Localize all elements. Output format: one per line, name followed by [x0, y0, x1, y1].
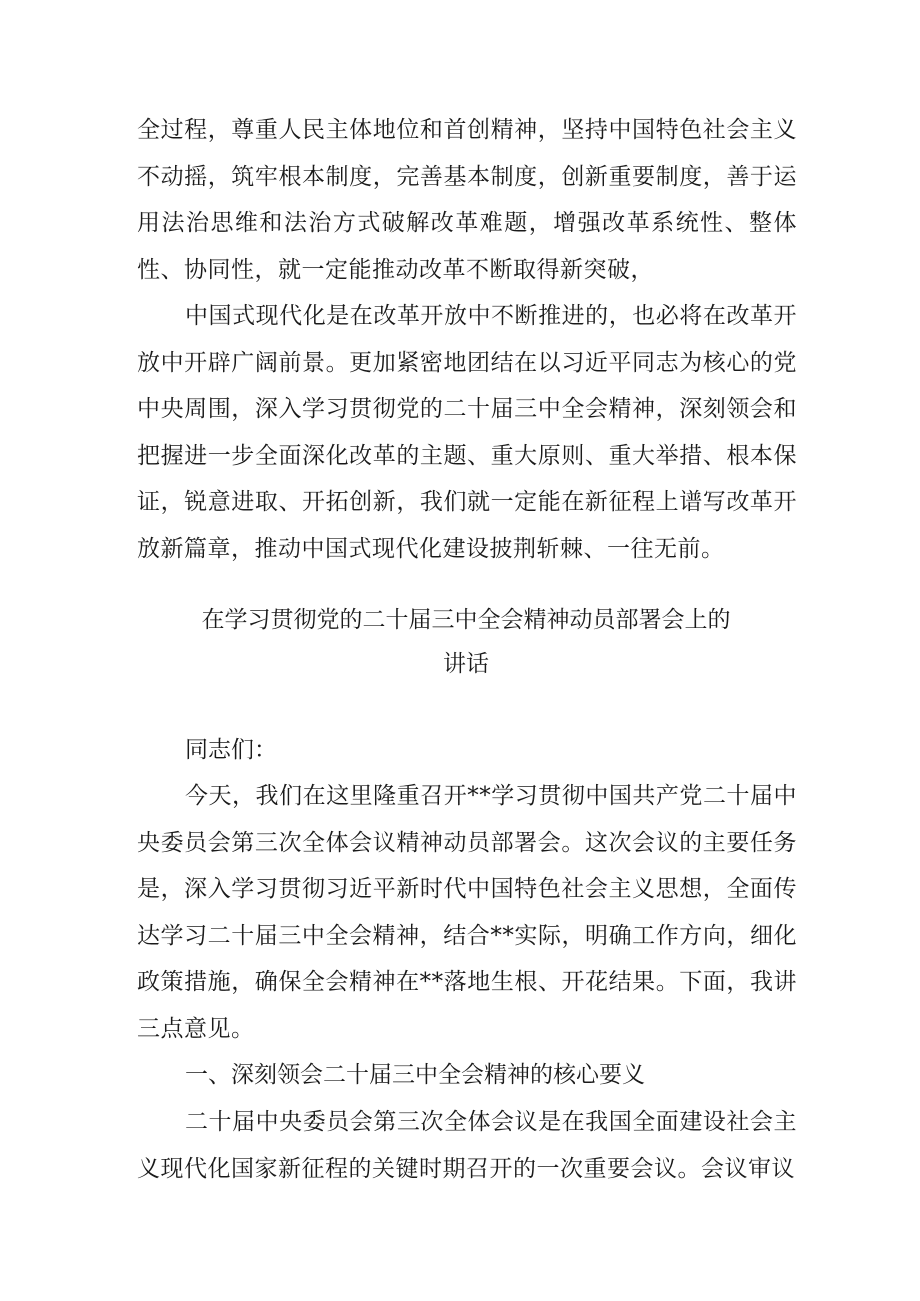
body-paragraph-continuation: 全过程，尊重人民主体地位和首创精神，坚持中国特色社会主义不动摇，筑牢根本制度，完善基本制度，创新重要制度，善于运用法治思维和法治方式破解改革难题，增强改革系统性、整体性、协同性，就一定能推动改革不断取得新突破， [137, 117, 797, 283]
section-heading-1: 一、深刻领会二十届三中全会精神的核心要义 [185, 1062, 645, 1088]
document-title-line-1: 在学习贯彻党的二十届三中全会精神动员部署会上的 [201, 607, 731, 633]
document-title-line-2: 讲话 [443, 651, 489, 677]
body-paragraph-conclusion: 中国式现代化是在改革开放中不断推进的，也必将在改革开放中开辟广阔前景。更加紧密地团结在以习近平同志为核心的党中央周围，深入学习贯彻党的二十届三中全会精神，深刻领会和把握进一步全面深化改革的主题、重大原则、重大举措、根本保证，锐意进取、开拓创新，我们就一定能在新征程上谱写改革开放新篇章，推动中国式现代化建设披荆斩棘、一往无前。 [137, 303, 797, 562]
body-paragraph-opening: 今天，我们在这里隆重召开**学习贯彻中国共产党二十届中央委员会第三次全体会议精神动员部署会。这次会议的主要任务是，深入学习贯彻习近平新时代中国特色社会主义思想，全面传达学习二十届三中全会精神，结合**实际，明确工作方向，细化政策措施，确保全会精神在**落地生根、开花结果。下面，我讲三点意见。 [137, 783, 797, 1042]
body-paragraph-section-1: 二十届中央委员会第三次全体会议是在我国全面建设社会主义现代化国家新征程的关键时期召开的一次重要会议。会议审议 [137, 1109, 797, 1182]
salutation: 同志们： [185, 737, 277, 763]
